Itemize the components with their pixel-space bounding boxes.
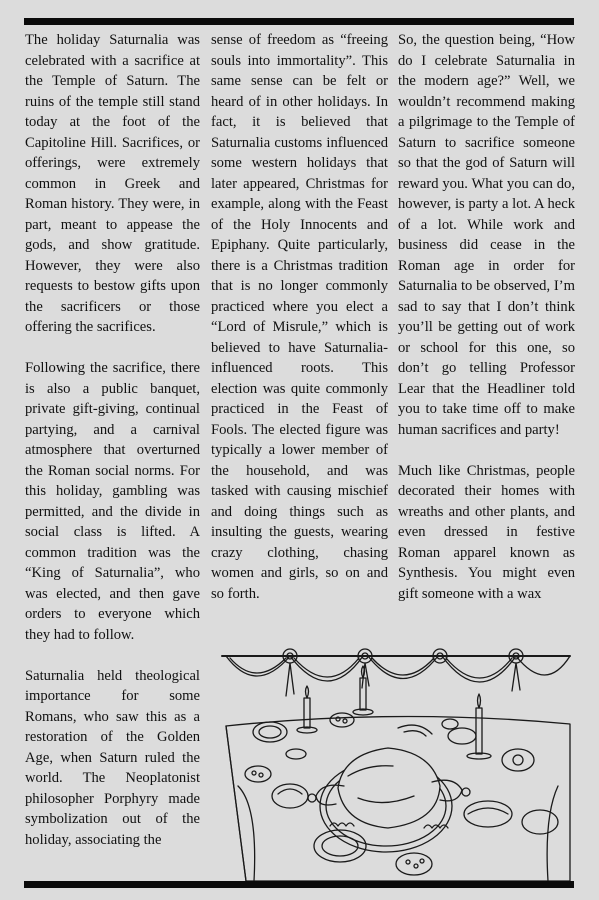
feast-table-illustration [218,636,574,881]
top-rule [24,18,574,25]
paragraph: sense of freedom as “freeing souls into immortality”. This same sense can be felt or heard of in other holidays. In fact, it is believed that Saturnalia customs influenced some western holidays that later appeared, Christmas for example, along with the Feast of the Holy Innocents and Epiphany. Quite particularly, there is a Christmas tradition that is no longer commonly practiced where you elect a “Lord of Misrule,” which is believed to have Saturnalia-influenced roots. This election was quite commonly practiced in the Feast of Fools. The elected figure was typically a lower member of the household, and was tasked with causing mischief and doing things such as insulting the guests, wearing crazy clothing, chasing women and girls, so on and so forth. [211,32,388,602]
bottom-rule [24,881,574,888]
paragraph: The holiday Saturnalia was celebrated with a sacrifice at the Temple of Saturn. The ruins of the temple still stand today at the foot of the Capitoline Hill. Sacrifices, or offerings, were extremely common in Greek and Roman history. They were, in part, meant to appease the gods, and show gratitude. However, they were also requests to bestow gifts upon the sacrificers or those offering the sacrifices. [25,32,200,335]
paragraph: So, the question being, “How do I celebrate Saturnalia in the modern age?” Well, we wouldn’t recommend making a pilgrimage to the Temple of Saturn to sacrifice someone so that the god of Saturn will reward you. What you can do, however, is party a lot. A heck of a lot. While work and business did cease in the Roman age in order for Saturnalia to be observed, I’m sad to say that I don’t think you’ll be getting out of work or school for this one, so don’t go telling Professor Lear that the Headliner told you to take time off to make human sacrifices and party! [398,32,575,438]
article-column-1 [25,30,200,871]
article-column-2 [211,30,388,625]
paragraph: Saturnalia held theological importance for some Romans, who saw this as a restoration of the Golden Age, when Saturn ruled the world. The Neoplatonist philosopher Porphyry made symbolization out of the holiday, associating the [25,667,200,848]
paragraph: Much like Christmas, people decorated their homes with wreaths and other plants, and even dressed in festive Roman apparel known as Synthesis. You might even gift someone with a wax [398,462,575,602]
article-column-3 [398,30,575,625]
paragraph: Following the sacrifice, there is also a public banquet, private gift-giving, continual partying, and a carnival atmosphere that overturned the Roman social norms. For this holiday, gambling was permitted, and the divide in social class is lifted. A common tradition was the “King of Saturnalia”, who was elected, and then gave orders to everyone which they had to follow. [25,360,200,643]
